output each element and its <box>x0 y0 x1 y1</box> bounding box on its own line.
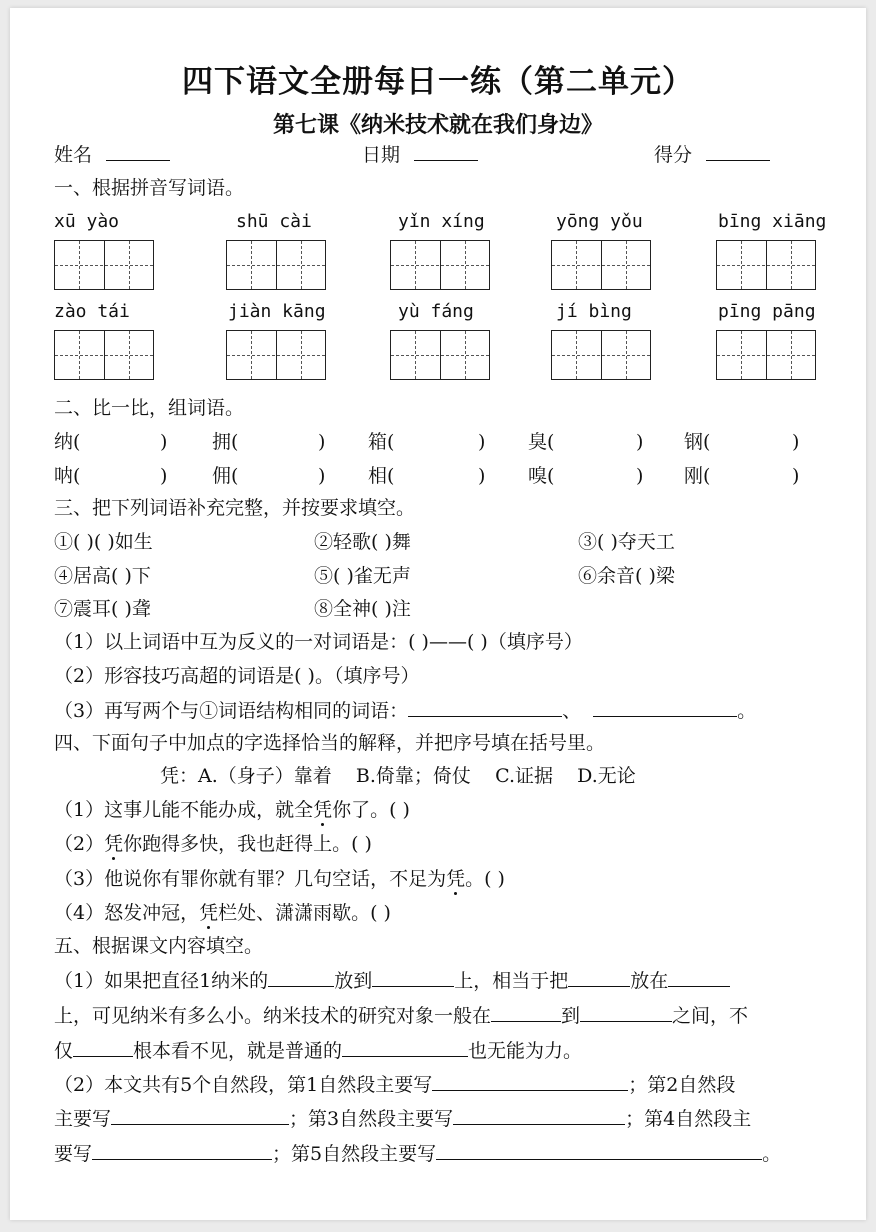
fill-text: ；第2自然段 <box>628 1074 736 1096</box>
answer-blank[interactable] <box>491 1003 561 1022</box>
writing-grid[interactable] <box>551 240 651 290</box>
writing-grid[interactable] <box>716 330 816 380</box>
section-3-heading: 三、把下列词语补充完整，并按要求填空。 <box>54 497 416 519</box>
fill-text: （2）本文共有5个自然段，第1自然段主要写 <box>54 1074 433 1096</box>
sentence-4[interactable] <box>54 901 391 925</box>
fill-text: 放在 <box>630 970 669 992</box>
fill-text: 到 <box>561 1005 581 1027</box>
idiom-item-3[interactable]: ③( )夺天工 <box>578 531 675 553</box>
fill-line-2 <box>54 1003 748 1028</box>
idiom-item-7[interactable]: ⑦震耳( )聋 <box>54 598 151 620</box>
char-close: ) <box>636 431 644 453</box>
writing-grid[interactable] <box>390 330 490 380</box>
writing-grid[interactable] <box>54 330 154 380</box>
writing-grid[interactable] <box>716 240 816 290</box>
answer-blank[interactable] <box>568 968 630 987</box>
fill-line-4 <box>54 1072 735 1097</box>
fill-line-5 <box>54 1106 751 1131</box>
definition-options: 凭：A.（身子）靠着 B.倚靠；倚仗 C.证据 D.无论 <box>160 765 636 787</box>
answer-blank[interactable] <box>73 1038 133 1057</box>
section-4-heading: 四、下面句子中加点的字选择恰当的解释，并把序号填在括号里。 <box>54 732 606 754</box>
sentence-text: 。( ) <box>465 868 505 890</box>
lesson-subtitle: 第七课《纳米技术就在我们身边》 <box>272 112 603 138</box>
date-label: 日期 <box>362 144 401 166</box>
char-close: ) <box>160 431 168 453</box>
fill-text: 根本看不见，就是普通的 <box>133 1040 343 1062</box>
answer-blank[interactable] <box>268 968 334 987</box>
dotted-char: 凭 <box>104 833 124 855</box>
dotted-char: 凭 <box>446 868 466 890</box>
fill-text: 要写 <box>54 1143 93 1165</box>
answer-blank[interactable] <box>111 1106 289 1125</box>
fill-text: 。 <box>762 1143 782 1165</box>
char-item-7[interactable]: 佣( <box>212 465 239 487</box>
section-2-heading: 二、比一比，组词语。 <box>54 397 245 419</box>
name-field <box>54 142 170 167</box>
pinyin-10: pīng pāng <box>718 301 816 322</box>
sec3-question-3 <box>54 698 756 723</box>
char-close: ) <box>478 431 486 453</box>
page-title: 四下语文全册每日一练（第二单元） <box>182 64 694 100</box>
answer-blank[interactable] <box>436 1141 762 1160</box>
char-item-9[interactable]: 嗅( <box>528 465 555 487</box>
writing-grid[interactable] <box>390 240 490 290</box>
answer-blank[interactable] <box>453 1106 625 1125</box>
sentence-text: （1）这事儿能不能办成，就全 <box>54 799 314 821</box>
section-1-heading: 一、根据拼音写词语。 <box>54 177 245 199</box>
idiom-item-5[interactable]: ⑤( )雀无声 <box>314 565 411 587</box>
date-field <box>362 142 478 167</box>
char-item-3[interactable]: 箱( <box>368 431 395 453</box>
char-close: ) <box>792 431 800 453</box>
sentence-text: 你跑得多快，我也赶得上。( ) <box>123 833 372 855</box>
idiom-item-8[interactable]: ⑧全神( )注 <box>314 598 411 620</box>
char-close: ) <box>318 465 326 487</box>
sentence-text: （4）怒发冲冠， <box>54 902 200 924</box>
worksheet-page <box>10 8 866 1220</box>
name-label: 姓名 <box>54 144 93 166</box>
char-item-2[interactable]: 拥( <box>212 431 239 453</box>
sec3-question-1[interactable]: （1）以上词语中互为反义的一对词语是：( )——( )（填序号） <box>54 631 583 653</box>
fill-text: 上，相当于把 <box>454 970 569 992</box>
sec3-q3-text: （3）再写两个与①词语结构相同的词语： <box>54 700 409 722</box>
fill-text: 仅 <box>54 1040 74 1062</box>
answer-blank[interactable] <box>372 968 454 987</box>
char-item-8[interactable]: 相( <box>368 465 395 487</box>
sec3-q3-end: 。 <box>737 700 757 722</box>
idiom-item-2[interactable]: ②轻歌( )舞 <box>314 531 411 553</box>
pinyin-1: xū yào <box>54 211 120 232</box>
sentence-text: 栏处、潇潇雨歇。( ) <box>218 902 391 924</box>
char-item-1[interactable]: 纳( <box>54 431 81 453</box>
name-blank[interactable] <box>106 142 170 161</box>
fill-text: 之间，不 <box>672 1005 749 1027</box>
char-item-4[interactable]: 臭( <box>528 431 555 453</box>
fill-text: ；第4自然段主 <box>625 1108 752 1130</box>
score-field <box>654 142 770 167</box>
score-label: 得分 <box>654 144 693 166</box>
char-item-10[interactable]: 刚( <box>684 465 711 487</box>
fill-text: 上，可见纳米有多么小。纳米技术的研究对象一般在 <box>54 1005 492 1027</box>
fill-text: ；第5自然段主要写 <box>272 1143 437 1165</box>
fill-line-6 <box>54 1141 781 1166</box>
pinyin-7: jiàn kāng <box>228 301 326 322</box>
fill-line-1 <box>54 968 730 993</box>
fill-text: ；第3自然段主要写 <box>289 1108 454 1130</box>
score-blank[interactable] <box>706 142 770 161</box>
sentence-text: （3）他说你有罪你就有罪？几句空话，不足为 <box>54 868 447 890</box>
idiom-item-6[interactable]: ⑥余音( )梁 <box>578 565 675 587</box>
pinyin-9: jí bìng <box>556 301 632 322</box>
answer-blank[interactable] <box>593 698 737 717</box>
fill-text: 放到 <box>334 970 373 992</box>
pinyin-8: yù fáng <box>398 301 474 322</box>
pinyin-3: yǐn xíng <box>398 211 485 232</box>
idiom-item-1[interactable]: ①( )( )如生 <box>54 531 153 553</box>
writing-grid[interactable] <box>54 240 154 290</box>
answer-blank[interactable] <box>432 1072 628 1091</box>
fill-text: （1）如果把直径1纳米的 <box>54 970 269 992</box>
writing-grid[interactable] <box>226 240 326 290</box>
pinyin-4: yōng yǒu <box>556 211 643 232</box>
char-close: ) <box>478 465 486 487</box>
answer-blank[interactable] <box>668 968 730 987</box>
section-5-heading: 五、根据课文内容填空。 <box>54 935 264 957</box>
char-item-5[interactable]: 钢( <box>684 431 711 453</box>
char-close: ) <box>160 465 168 487</box>
answer-blank[interactable] <box>408 698 562 717</box>
pinyin-6: zào tái <box>54 301 130 322</box>
pinyin-2: shū cài <box>236 211 312 232</box>
sentence-text: （2） <box>54 833 105 855</box>
char-close: ) <box>792 465 800 487</box>
char-item-6[interactable]: 呐( <box>54 465 81 487</box>
sentence-2[interactable] <box>54 832 372 856</box>
sentence-text: 你了。( ) <box>332 799 410 821</box>
dotted-char: 凭 <box>313 799 333 821</box>
dotted-char: 凭 <box>199 902 219 924</box>
fill-line-3 <box>54 1038 582 1063</box>
pinyin-5: bīng xiāng <box>718 211 827 232</box>
fill-text: 主要写 <box>54 1108 112 1130</box>
answer-blank[interactable] <box>92 1141 272 1160</box>
char-close: ) <box>318 431 326 453</box>
sec3-question-2[interactable]: （2）形容技巧高超的词语是( )。（填序号） <box>54 665 420 687</box>
writing-grid[interactable] <box>551 330 651 380</box>
sec3-q3-sep: 、 <box>562 700 582 722</box>
date-blank[interactable] <box>414 142 478 161</box>
sentence-1[interactable] <box>54 798 410 822</box>
answer-blank[interactable] <box>342 1038 468 1057</box>
fill-text: 也无能为力。 <box>468 1040 583 1062</box>
writing-grid[interactable] <box>226 330 326 380</box>
idiom-item-4[interactable]: ④居高( )下 <box>54 565 151 587</box>
sentence-3[interactable] <box>54 867 505 891</box>
answer-blank[interactable] <box>580 1003 672 1022</box>
char-close: ) <box>636 465 644 487</box>
